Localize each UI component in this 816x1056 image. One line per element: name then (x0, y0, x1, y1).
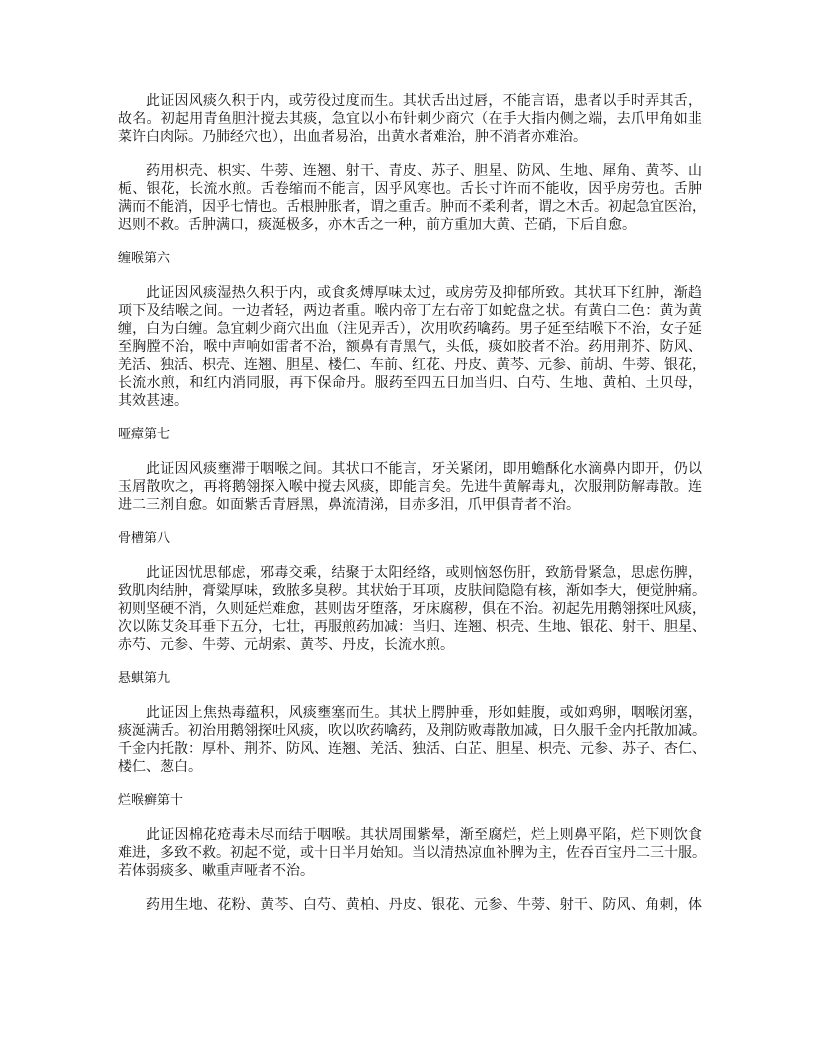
section-heading: 缠喉第六 (118, 251, 171, 266)
text-line: 羌活、独活、枳壳、连翘、胆星、楼仁、车前、红花、丹皮、黄芩、元参、前胡、牛蒡、银花， (118, 357, 706, 373)
text-line: 此证因风痰久积于内，或劳役过度而生。其状舌出过唇，不能言语，患者以手时弄其舌， (146, 93, 702, 109)
text-line: 难进，多致不救。初起不觉，或十日半月始知。当以清热凉血补脾为主，佐吞百宝丹二三十服。 (118, 845, 706, 861)
text-line: 此证因棉花疮毒未尽而结于咽喉。其状周围紫晕，渐至腐烂，烂上则鼻平陷，烂下则饮食 (146, 827, 702, 843)
text-line: 初则坚硬不消，久则延烂难愈，甚则齿牙堕落，牙床腐秽，俱在不治。初起先用鹅翎探吐风痰， (118, 601, 706, 617)
text-line: 次以陈艾灸耳垂下五分，七壮，再服煎药加减：当归、连翘、枳壳、生地、银花、射干、胆星、 (118, 619, 706, 635)
text-line: 进二三剂自愈。如面紫舌青唇黑，鼻流清涕，目赤多泪，爪甲俱青者不治。 (118, 497, 580, 513)
text-line: 栀、银花，长流水煎。舌卷缩而不能言，因乎风寒也。舌长寸许而不能收，因乎房劳也。舌肿 (118, 181, 702, 197)
text-line: 玉屑散吹之，再将鹅翎探入喉中搅去风痰，即能言矣。先进牛黄解毒丸，次服荆防解毒散。连 (118, 479, 702, 495)
text-line: 若体弱痰多、嗽重声哑者不治。 (118, 863, 314, 879)
text-line: 赤芍、元参、牛蒡、元胡索、黄芩、丹皮，长流水煎。 (118, 637, 454, 653)
text-line: 菜许白肉际。乃肺经穴也），出血者易治，出黄水者难治，肿不消者亦难治。 (118, 129, 587, 145)
text-line: 迟则不救。舌肿满口，痰涎极多，亦木舌之一种，前方重加大黄、芒硝，下后自愈。 (118, 217, 636, 233)
text-line: 项下及结喉之间。一边者轻，两边者重。喉内帝丁左右帝丁如蛇盘之状。有黄白二色：黄为黄 (118, 303, 702, 319)
section-heading: 哑瘴第七 (118, 427, 171, 442)
paragraph (118, 460, 702, 514)
paragraph (118, 564, 706, 654)
text-line: 痰涎满舌。初治用鹅翎探吐风痰，吹以吹药噙药，及荆防败毒散加减，日久服千金内托散加减。 (118, 723, 706, 739)
paragraph (118, 896, 702, 914)
text-line: 药用生地、花粉、黄芩、白芍、黄柏、丹皮、银花、元参、牛蒡、射干、防风、角刺，体 (146, 897, 702, 913)
paragraph (118, 284, 706, 410)
text-line: 故名。初起用青鱼胆汁搅去其痰，急宜以小布针刺少商穴（在手大指内侧之端，去爪甲角如韭 (118, 111, 702, 127)
section-heading: 悬蜞第九 (118, 671, 171, 686)
text-line: 楼仁、葱白。 (118, 759, 202, 775)
paragraph (118, 92, 702, 146)
text-line: 千金内托散：厚朴、荆芥、防风、连翘、羌活、独活、白芷、胆星、枳壳、元参、苏子、杏仁、 (118, 741, 706, 757)
text-line: 至胸膛不治，喉中声响如雷者不治，额鼻有青黑气，头低，痰如胶者不治。药用荆芥、防风、 (118, 339, 702, 355)
paragraph (118, 162, 706, 234)
text-line: 此证因风痰湿热久积于内，或食炙煿厚味太过，或房劳及抑郁所致。其状耳下红肿，渐趋 (146, 285, 702, 301)
text-line: 其效甚速。 (118, 393, 188, 409)
text-line: 缠，白为白缠。急宜刺少商穴出血（注见弄舌），次用吹药噙药。男子延至结喉下不治，女子延 (118, 321, 702, 337)
section-heading: 烂喉癣第十 (118, 793, 184, 808)
text-line: 此证因上焦热毒蕴积，风痰壅塞而生。其状上腭肿垂，形如蛙腹，或如鸡卵，咽喉闭塞， (146, 705, 702, 721)
text-line: 药用枳壳、枳实、牛蒡、连翘、射干、青皮、苏子、胆星、防风、生地、犀角、黄芩、山 (146, 163, 702, 179)
text-line: 此证因风痰壅滞于咽喉之间。其状口不能言，牙关紧闭，即用蟾酥化水滴鼻内即开，仍以 (146, 461, 702, 477)
section-heading: 骨槽第八 (118, 531, 171, 546)
paragraph (118, 704, 706, 776)
text-line: 此证因忧思郁虑，邪毒交乘，结聚于太阳经络，或则恼怒伤肝，致筋骨紧急，思虑伤脾， (146, 565, 702, 581)
text-line: 长流水煎，和红内消同服，再下保命丹。服药至四五日加当归、白芍、生地、黄柏、土贝母， (118, 375, 702, 391)
document-page (118, 92, 706, 930)
paragraph (118, 826, 706, 880)
text-line: 致肌肉结肿，膏粱厚味，致脓多臭秽。其状始于耳项，皮肤间隐隐有核，渐如李大，便觉肿痛。 (118, 583, 706, 599)
text-line: 满而不能消，因乎七情也。舌根肿胀者，谓之重舌。肿而不柔利者，谓之木舌。初起急宜医治， (118, 199, 706, 215)
